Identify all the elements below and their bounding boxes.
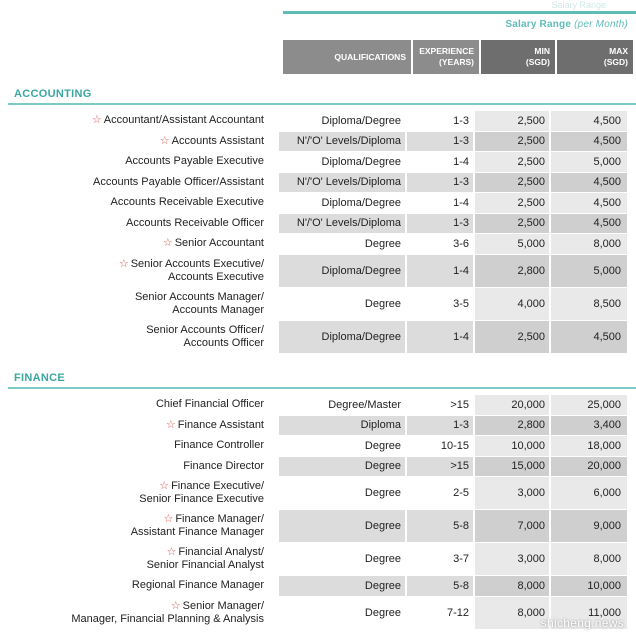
- min-salary-cell: 4,000: [475, 288, 549, 320]
- table-row: [0, 173, 636, 193]
- min-salary-cell: 2,800: [475, 416, 549, 436]
- job-title: Senior Accountant: [174, 237, 264, 250]
- min-salary-cell: 7,000: [475, 510, 549, 542]
- table-row: [0, 288, 636, 320]
- max-salary-cell: 8,000: [551, 234, 627, 254]
- section-title-accounting: ACCOUNTING: [14, 88, 92, 100]
- qualification-cell: Degree: [364, 487, 401, 499]
- job-title-cell: [0, 214, 268, 234]
- col-header-experience: EXPERIENCE (YEARS): [413, 40, 479, 74]
- job-title-cell: [0, 395, 268, 415]
- table-row: [0, 152, 636, 172]
- table-row: [0, 576, 636, 596]
- min-salary-cell: 2,500: [475, 111, 549, 131]
- experience-cell: 2-5: [453, 487, 469, 499]
- star-icon: ☆: [170, 599, 181, 612]
- job-title: Financial Analyst/ Senior Financial Analyst: [146, 546, 264, 571]
- qualification-cell: Diploma: [279, 416, 405, 436]
- column-header-row: [283, 40, 633, 74]
- min-salary-cell: 2,500: [475, 214, 549, 234]
- table-row: [0, 255, 636, 287]
- table-row: [0, 510, 636, 542]
- min-salary-cell: 10,000: [475, 436, 549, 456]
- min-salary-cell: 2,500: [475, 132, 549, 152]
- job-title: Accountant/Assistant Accountant: [103, 114, 264, 127]
- experience-cell: 7-12: [446, 606, 469, 619]
- max-salary-cell: 4,500: [551, 214, 627, 234]
- min-salary-cell: 20,000: [475, 395, 549, 415]
- experience-cell: 5-8: [407, 576, 473, 596]
- max-salary-cell: 5,000: [551, 255, 627, 287]
- salary-range-label: [505, 19, 628, 30]
- job-title: Accounts Payable Officer/Assistant: [93, 175, 264, 188]
- job-title-cell: [0, 132, 268, 152]
- qualification-cell: Degree: [279, 510, 405, 542]
- qualification-cell: Diploma/Degree: [279, 255, 405, 287]
- qualification-cell: Diploma/Degree: [321, 196, 401, 209]
- min-salary-cell: 2,800: [475, 255, 549, 287]
- table-row: [0, 111, 636, 131]
- max-salary-cell: 9,000: [551, 510, 627, 542]
- watermark: shicheng.news: [540, 616, 624, 630]
- qualification-cell: Degree/Master: [328, 398, 401, 411]
- table-row: [0, 436, 636, 456]
- job-title: Accounts Receivable Officer: [126, 216, 264, 229]
- job-title-cell: [0, 576, 268, 596]
- salary-range-sub: (per Month): [574, 19, 628, 30]
- max-salary-cell: 3,400: [551, 416, 627, 436]
- col-header-max: MAX (SGD): [557, 40, 633, 74]
- job-title-cell: [0, 173, 268, 193]
- qualification-cell: N'/'O' Levels/Diploma: [279, 132, 405, 152]
- experience-cell: 3-7: [453, 553, 469, 565]
- table-row: [0, 457, 636, 477]
- max-salary-cell: 6,000: [551, 477, 627, 509]
- max-salary-cell: 4,500: [551, 173, 627, 193]
- star-icon: ☆: [163, 513, 174, 525]
- job-title-cell: [0, 288, 268, 320]
- max-salary-cell: 18,000: [551, 436, 627, 456]
- star-icon: ☆: [166, 546, 177, 558]
- max-salary-cell: 8,500: [551, 288, 627, 320]
- min-salary-cell: 3,000: [475, 543, 549, 575]
- job-title: Finance Executive/ Senior Finance Executive: [139, 480, 264, 505]
- job-title: Chief Financial Officer: [155, 398, 264, 411]
- job-title-cell: [0, 321, 268, 353]
- max-salary-cell: 5,000: [551, 152, 627, 172]
- max-salary-cell: 10,000: [551, 576, 627, 596]
- table-row: [0, 193, 636, 213]
- job-title: Finance Director: [183, 459, 264, 472]
- experience-cell: 1-4: [453, 155, 469, 168]
- star-icon: ☆: [165, 418, 176, 431]
- min-salary-cell: 2,500: [475, 152, 549, 172]
- table-row: [0, 234, 636, 254]
- qualification-cell: N'/'O' Levels/Diploma: [279, 214, 405, 234]
- min-salary-cell: 2,500: [475, 173, 549, 193]
- job-title: Senior Accounts Executive/ Accounts Executive: [130, 257, 264, 283]
- section-title-finance: FINANCE: [14, 372, 65, 384]
- job-title-cell: [0, 436, 268, 456]
- star-icon: ☆: [118, 257, 129, 270]
- experience-cell: 1-3: [453, 114, 469, 127]
- experience-cell: 1-4: [407, 321, 473, 353]
- qualification-cell: N'/'O' Levels/Diploma: [279, 173, 405, 193]
- qualification-cell: Diploma/Degree: [279, 321, 405, 353]
- job-title-cell: [0, 597, 268, 629]
- job-title-cell: [0, 193, 268, 213]
- max-salary-cell: 8,000: [551, 543, 627, 575]
- job-title-cell: [0, 152, 268, 172]
- job-title: Senior Manager/ Manager, Financial Planning & Analysis: [71, 599, 264, 625]
- job-title-cell: [0, 416, 268, 436]
- experience-cell: 1-4: [453, 196, 469, 209]
- table-row: [0, 132, 636, 152]
- job-title: Finance Assistant: [177, 418, 264, 431]
- max-salary-cell: 4,500: [551, 193, 627, 213]
- experience-cell: >15: [407, 457, 473, 477]
- min-salary-cell: 15,000: [475, 457, 549, 477]
- qualification-cell: Degree: [279, 457, 405, 477]
- experience-cell: 1-3: [407, 173, 473, 193]
- experience-cell: 1-3: [407, 214, 473, 234]
- table-row: [0, 416, 636, 436]
- qualification-cell: Degree: [279, 576, 405, 596]
- qualification-cell: Degree: [364, 606, 401, 619]
- star-icon: ☆: [159, 134, 170, 147]
- star-icon: ☆: [162, 237, 173, 250]
- job-title: Senior Accounts Officer/ Accounts Officer: [146, 323, 264, 349]
- header-rule: [283, 11, 636, 14]
- job-title-cell: [0, 111, 268, 131]
- qualification-cell: Diploma/Degree: [321, 155, 401, 168]
- qualification-cell: Degree: [364, 297, 401, 310]
- salary-range-title: Salary Range: [505, 19, 572, 30]
- experience-cell: 1-3: [407, 416, 473, 436]
- experience-cell: >15: [450, 398, 469, 411]
- job-title-cell: [0, 255, 268, 287]
- col-header-qualifications: QUALIFICATIONS: [283, 40, 411, 74]
- table-row: [0, 321, 636, 353]
- star-icon: ☆: [159, 480, 170, 492]
- job-title: Senior Accounts Manager/ Accounts Manager: [134, 290, 264, 316]
- job-title: Accounts Receivable Executive: [110, 196, 264, 209]
- max-salary-cell: 4,500: [551, 111, 627, 131]
- qualification-cell: Degree: [364, 553, 401, 565]
- star-icon: ☆: [91, 114, 102, 127]
- qualification-cell: Diploma/Degree: [321, 114, 401, 127]
- experience-cell: 5-8: [407, 510, 473, 542]
- job-title: Regional Finance Manager: [131, 579, 264, 592]
- min-salary-cell: 3,000: [475, 477, 549, 509]
- min-salary-cell: 5,000: [475, 234, 549, 254]
- min-salary-cell: 2,500: [475, 321, 549, 353]
- max-salary-cell: 20,000: [551, 457, 627, 477]
- job-title: Finance Controller: [174, 439, 264, 452]
- max-salary-cell: 25,000: [551, 395, 627, 415]
- max-salary-cell: 4,500: [551, 321, 627, 353]
- job-title-cell: [0, 510, 268, 542]
- min-salary-cell: 8,000: [475, 576, 549, 596]
- max-salary-cell: 11,000: [551, 597, 627, 629]
- job-title: Accounts Assistant: [171, 134, 264, 147]
- max-salary-cell: 4,500: [551, 132, 627, 152]
- table-row: [0, 543, 636, 575]
- experience-cell: 10-15: [440, 439, 469, 452]
- qualification-cell: Degree: [364, 439, 401, 452]
- table-row: [0, 214, 636, 234]
- job-title-cell: [0, 234, 268, 254]
- faded-header-text: Salary Range: [551, 0, 606, 10]
- experience-cell: 1-4: [407, 255, 473, 287]
- table-row: [0, 477, 636, 509]
- min-salary-cell: 8,000: [475, 597, 549, 629]
- job-title: Accounts Payable Executive: [125, 155, 264, 168]
- experience-cell: 3-5: [453, 297, 469, 310]
- experience-cell: 1-3: [407, 132, 473, 152]
- col-header-min: MIN (SGD): [481, 40, 555, 74]
- job-title-cell: [0, 543, 268, 575]
- job-title: Finance Manager/ Assistant Finance Manager: [130, 513, 264, 538]
- section-rule: [8, 387, 636, 389]
- qualification-cell: Degree: [364, 237, 401, 250]
- job-title-cell: [0, 457, 268, 477]
- job-title-cell: [0, 477, 268, 509]
- section-rule: [8, 103, 636, 105]
- table-row: [0, 395, 636, 415]
- experience-cell: 3-6: [453, 237, 469, 250]
- min-salary-cell: 2,500: [475, 193, 549, 213]
